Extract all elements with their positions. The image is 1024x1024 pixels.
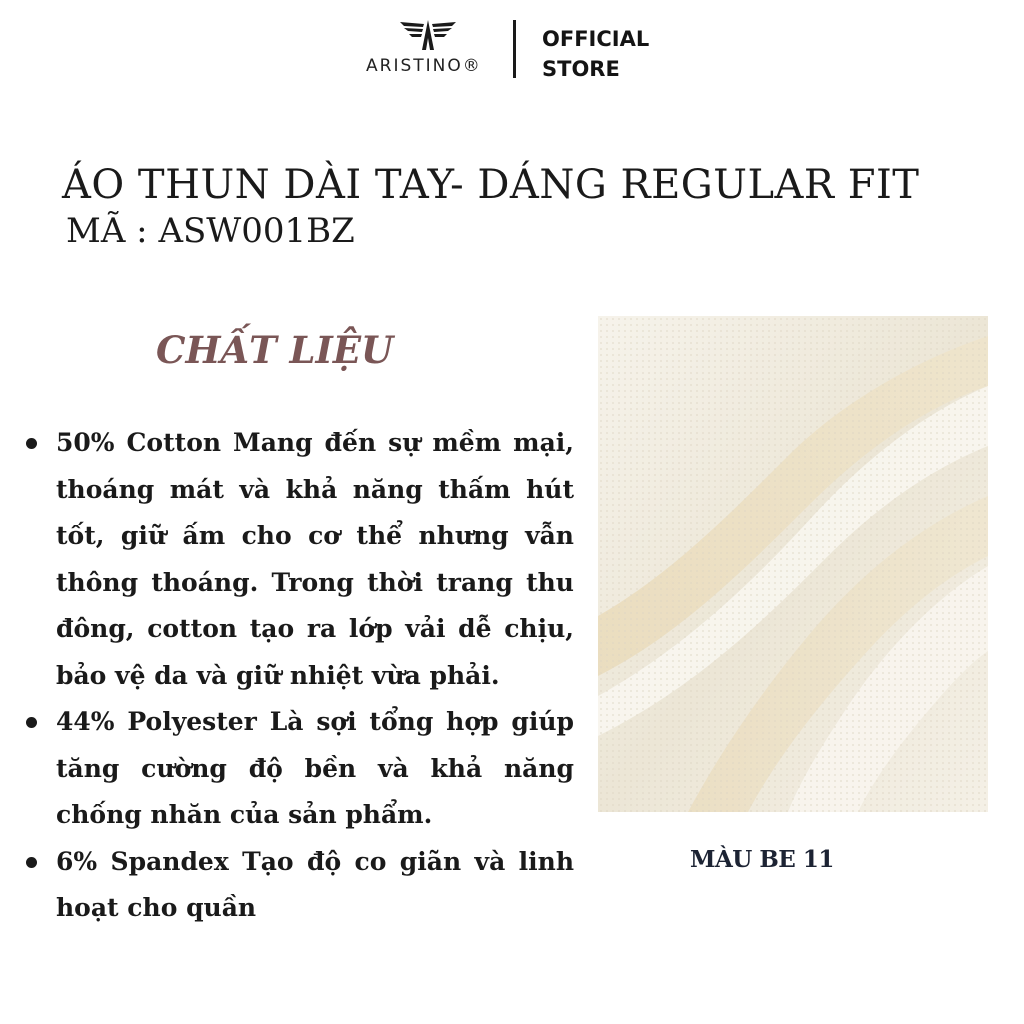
- official-label-line1: OFFICIAL: [542, 27, 650, 51]
- header-divider: [513, 20, 516, 78]
- product-code: MÃ : ASW001BZ: [66, 211, 355, 251]
- color-name-label: MÀU BE 11: [690, 846, 834, 873]
- material-item-text: 50% Cotton Mang đến sự mềm mại, thoáng mát và khả năng thấm hút tốt, giữ ấm cho cơ thể nhưng vẫn thông thoáng. Trong thời trang thu đông, cotton tạo ra lớp vải dễ chịu, bảo vệ da và giữ nhiệt vừa phải.: [56, 428, 574, 690]
- material-item-cotton: [26, 420, 574, 699]
- material-heading: CHẤT LIỆU: [156, 328, 394, 372]
- official-store-label: [542, 24, 649, 84]
- material-list: [26, 420, 574, 932]
- aristino-wings-logo-icon: [398, 18, 458, 52]
- material-item-polyester: [26, 699, 574, 839]
- store-header: [0, 0, 1024, 100]
- official-label-line2: STORE: [542, 57, 620, 81]
- fabric-knit-texture: [598, 316, 988, 812]
- bullet-dot-icon: [26, 438, 37, 449]
- brand-name: ARISTINO®: [366, 56, 482, 76]
- product-title: ÁO THUN DÀI TAY- DÁNG REGULAR FIT: [62, 162, 920, 208]
- material-item-spandex: [26, 839, 574, 932]
- bullet-dot-icon: [26, 857, 37, 868]
- bullet-dot-icon: [26, 717, 37, 728]
- fabric-swatch-image: [598, 316, 988, 812]
- material-item-text: 6% Spandex Tạo độ co giãn và linh hoạt cho quần: [56, 846, 574, 922]
- material-item-text: 44% Polyester Là sợi tổng hợp giúp tăng cường độ bền và khả năng chống nhăn của sản phẩm.: [56, 707, 574, 829]
